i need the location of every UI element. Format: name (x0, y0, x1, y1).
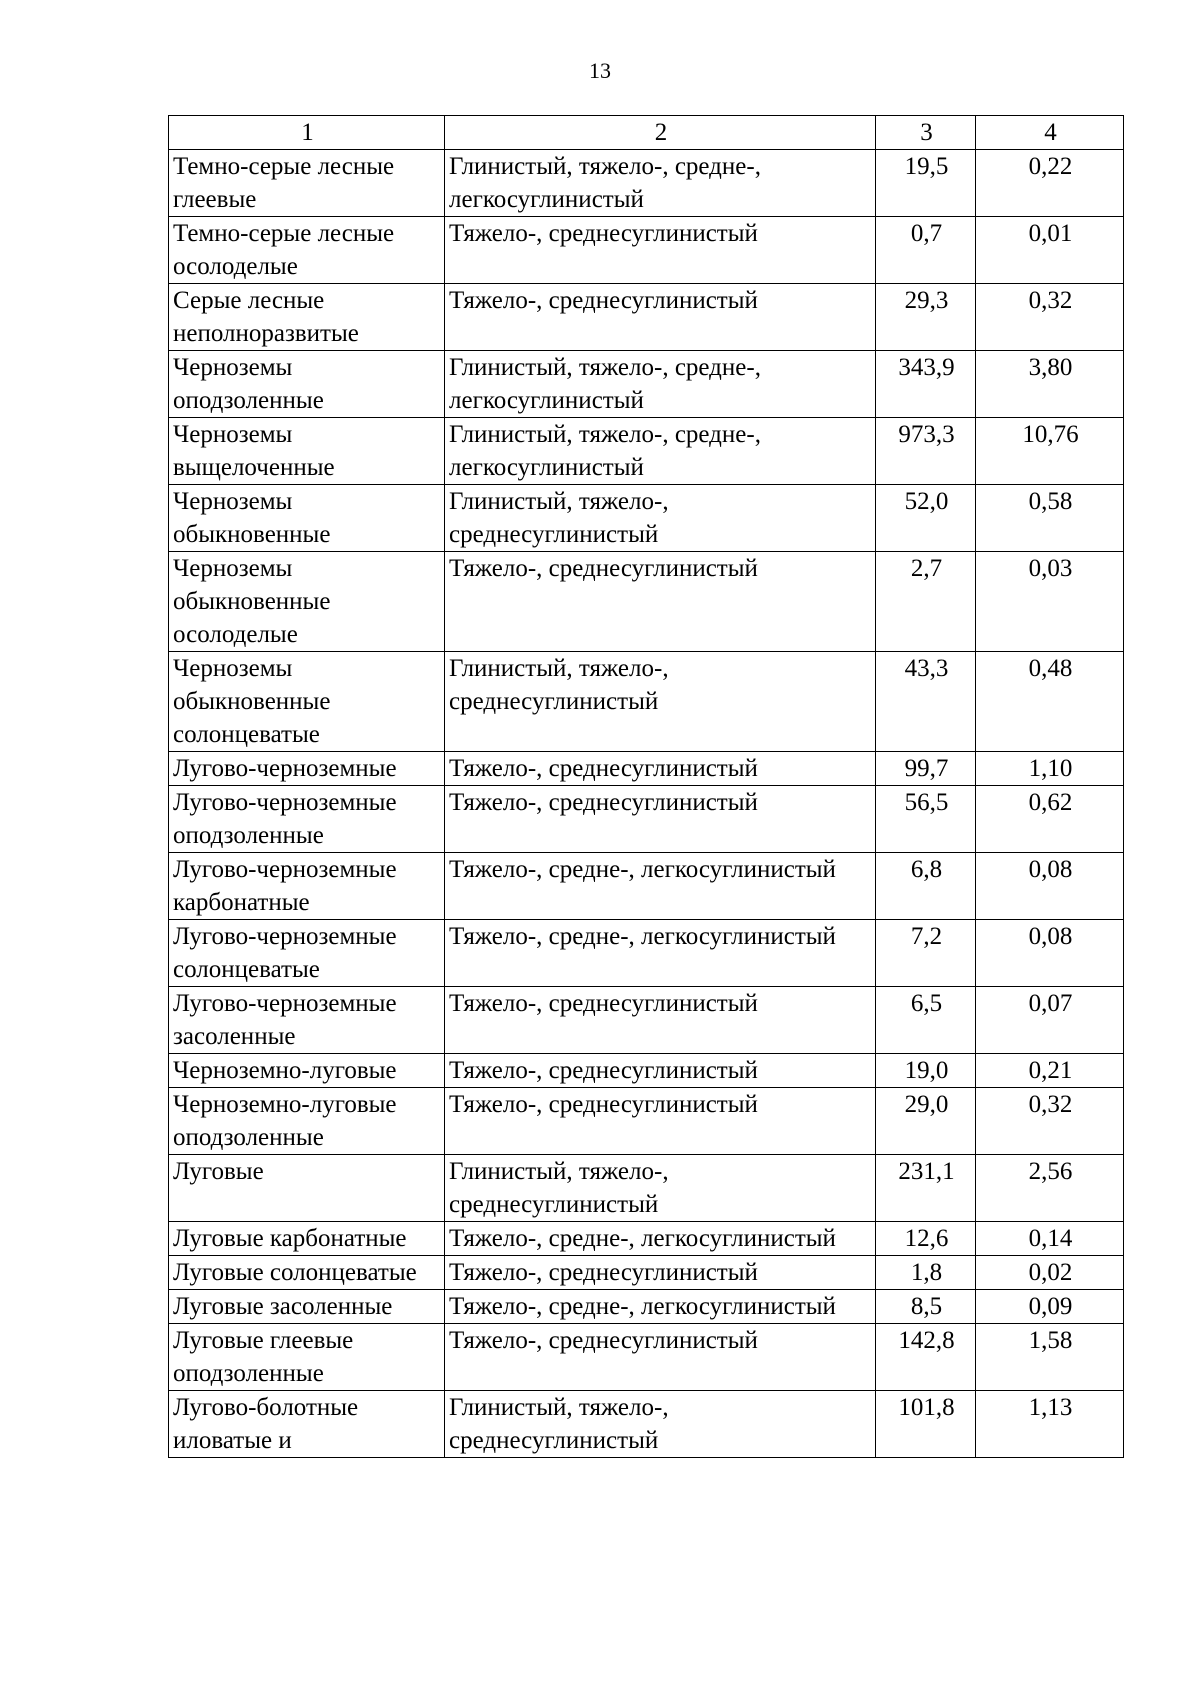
percent-cell: 0,03 (976, 552, 1124, 652)
texture-cell: Тяжело-, средне-, легкосуглинистый (445, 1290, 876, 1324)
area-cell: 19,0 (876, 1054, 976, 1088)
area-cell: 231,1 (876, 1155, 976, 1222)
column-header-2: 2 (445, 116, 876, 150)
area-cell: 6,8 (876, 853, 976, 920)
soil-type-cell: Черноземы обыкновенные (169, 485, 445, 552)
table-header-row (169, 116, 1124, 150)
table-row (169, 1054, 1124, 1088)
table-row (169, 752, 1124, 786)
column-header-4: 4 (976, 116, 1124, 150)
percent-cell: 3,80 (976, 351, 1124, 418)
column-header-3: 3 (876, 116, 976, 150)
percent-cell: 0,62 (976, 786, 1124, 853)
area-cell: 6,5 (876, 987, 976, 1054)
area-cell: 29,3 (876, 284, 976, 351)
percent-cell: 0,32 (976, 1088, 1124, 1155)
texture-cell: Тяжело-, среднесуглинистый (445, 284, 876, 351)
percent-cell: 0,07 (976, 987, 1124, 1054)
texture-cell: Глинистый, тяжело-, среднесуглинистый (445, 485, 876, 552)
texture-cell: Глинистый, тяжело-, среднесуглинистый (445, 652, 876, 752)
percent-cell: 0,08 (976, 920, 1124, 987)
soil-table (168, 115, 1124, 1458)
table-row (169, 987, 1124, 1054)
soil-type-cell: Черноземно-луговые (169, 1054, 445, 1088)
percent-cell: 0,14 (976, 1222, 1124, 1256)
area-cell: 12,6 (876, 1222, 976, 1256)
soil-type-cell: Луговые (169, 1155, 445, 1222)
area-cell: 43,3 (876, 652, 976, 752)
area-cell: 973,3 (876, 418, 976, 485)
soil-type-cell: Лугово-черноземные солонцеватые (169, 920, 445, 987)
soil-type-cell: Лугово-черноземные оподзоленные (169, 786, 445, 853)
table-row (169, 284, 1124, 351)
table-row (169, 1222, 1124, 1256)
table-body (169, 150, 1124, 1458)
table-row (169, 786, 1124, 853)
percent-cell: 0,22 (976, 150, 1124, 217)
table-row (169, 485, 1124, 552)
soil-type-cell: Черноземно-луговые оподзоленные (169, 1088, 445, 1155)
table-row (169, 1391, 1124, 1458)
percent-cell: 0,21 (976, 1054, 1124, 1088)
texture-cell: Тяжело-, среднесуглинистый (445, 752, 876, 786)
area-cell: 0,7 (876, 217, 976, 284)
percent-cell: 2,56 (976, 1155, 1124, 1222)
area-cell: 7,2 (876, 920, 976, 987)
area-cell: 29,0 (876, 1088, 976, 1155)
texture-cell: Глинистый, тяжело-, среднесуглинистый (445, 1155, 876, 1222)
percent-cell: 10,76 (976, 418, 1124, 485)
soil-type-cell: Луговые солонцеватые (169, 1256, 445, 1290)
percent-cell: 0,09 (976, 1290, 1124, 1324)
texture-cell: Тяжело-, средне-, легкосуглинистый (445, 1222, 876, 1256)
area-cell: 52,0 (876, 485, 976, 552)
table-row (169, 217, 1124, 284)
texture-cell: Тяжело-, средне-, легкосуглинистый (445, 920, 876, 987)
soil-type-cell: Лугово-черноземные карбонатные (169, 853, 445, 920)
area-cell: 56,5 (876, 786, 976, 853)
percent-cell: 0,48 (976, 652, 1124, 752)
area-cell: 1,8 (876, 1256, 976, 1290)
percent-cell: 0,01 (976, 217, 1124, 284)
table-row (169, 150, 1124, 217)
percent-cell: 1,10 (976, 752, 1124, 786)
texture-cell: Тяжело-, среднесуглинистый (445, 552, 876, 652)
soil-type-cell: Лугово-черноземные (169, 752, 445, 786)
texture-cell: Тяжело-, среднесуглинистый (445, 786, 876, 853)
percent-cell: 1,13 (976, 1391, 1124, 1458)
area-cell: 8,5 (876, 1290, 976, 1324)
soil-type-cell: Черноземы обыкновенные солонцеватые (169, 652, 445, 752)
table-row (169, 1256, 1124, 1290)
texture-cell: Тяжело-, среднесуглинистый (445, 1256, 876, 1290)
area-cell: 19,5 (876, 150, 976, 217)
soil-type-cell: Темно-серые лесные осолоделые (169, 217, 445, 284)
percent-cell: 0,58 (976, 485, 1124, 552)
percent-cell: 0,02 (976, 1256, 1124, 1290)
soil-type-cell: Луговые засоленные (169, 1290, 445, 1324)
page-number: 13 (589, 58, 611, 83)
table-row (169, 1088, 1124, 1155)
percent-cell: 0,32 (976, 284, 1124, 351)
area-cell: 99,7 (876, 752, 976, 786)
texture-cell: Тяжело-, среднесуглинистый (445, 1324, 876, 1391)
table-row (169, 1290, 1124, 1324)
table-row (169, 552, 1124, 652)
soil-type-cell: Темно-серые лесные глеевые (169, 150, 445, 217)
texture-cell: Глинистый, тяжело-, средне-, легкосуглинистый (445, 351, 876, 418)
table-row (169, 1155, 1124, 1222)
soil-type-cell: Черноземы обыкновенные осолоделые (169, 552, 445, 652)
soil-type-cell: Серые лесные неполноразвитые (169, 284, 445, 351)
soil-type-cell: Луговые глеевые оподзоленные (169, 1324, 445, 1391)
texture-cell: Тяжело-, среднесуглинистый (445, 217, 876, 284)
percent-cell: 1,58 (976, 1324, 1124, 1391)
soil-type-cell: Луговые карбонатные (169, 1222, 445, 1256)
soil-type-cell: Черноземы оподзоленные (169, 351, 445, 418)
texture-cell: Глинистый, тяжело-, среднесуглинистый (445, 1391, 876, 1458)
area-cell: 142,8 (876, 1324, 976, 1391)
table-row (169, 351, 1124, 418)
texture-cell: Глинистый, тяжело-, средне-, легкосуглинистый (445, 150, 876, 217)
soil-type-cell: Лугово-болотные иловатые и (169, 1391, 445, 1458)
table-row (169, 418, 1124, 485)
texture-cell: Глинистый, тяжело-, средне-, легкосуглинистый (445, 418, 876, 485)
table-row (169, 853, 1124, 920)
column-header-1: 1 (169, 116, 445, 150)
texture-cell: Тяжело-, средне-, легкосуглинистый (445, 853, 876, 920)
table-row (169, 652, 1124, 752)
table-row (169, 1324, 1124, 1391)
area-cell: 2,7 (876, 552, 976, 652)
texture-cell: Тяжело-, среднесуглинистый (445, 987, 876, 1054)
soil-type-cell: Черноземы выщелоченные (169, 418, 445, 485)
texture-cell: Тяжело-, среднесуглинистый (445, 1088, 876, 1155)
texture-cell: Тяжело-, среднесуглинистый (445, 1054, 876, 1088)
percent-cell: 0,08 (976, 853, 1124, 920)
area-cell: 101,8 (876, 1391, 976, 1458)
soil-type-cell: Лугово-черноземные засоленные (169, 987, 445, 1054)
area-cell: 343,9 (876, 351, 976, 418)
table-row (169, 920, 1124, 987)
